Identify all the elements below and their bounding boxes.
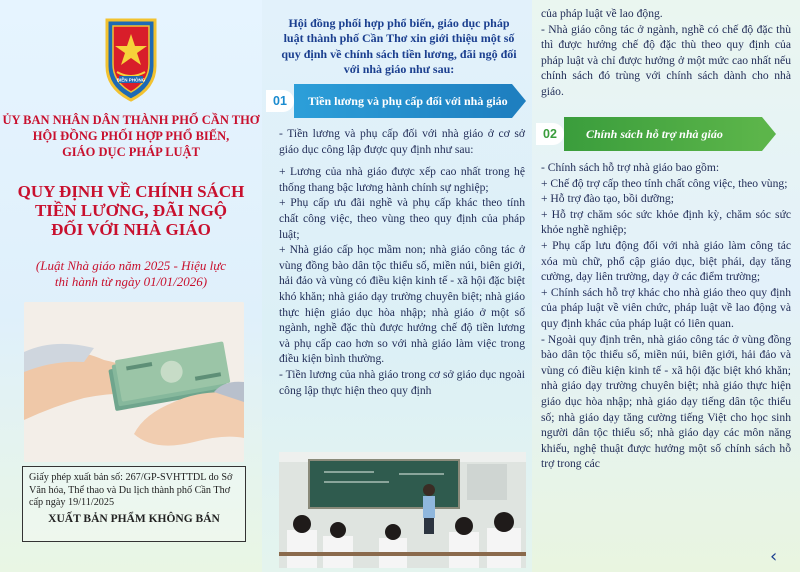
section-2-number: 02: [536, 123, 564, 145]
paragraph: + Nhà giáo cấp học mầm non; nhà giáo công tác ở vùng đồng bào dân tộc thiểu số, miền núi, biên giới, hải đảo và vùng có điều kiện kinh tế - xã hội đặc biệt khó khăn; nhà giáo dạy trường chuyên biệt; nhà giáo thực hiện giáo dục hòa nhập; nhà giáo ở một số ngành, nghề đặc thù được hưởng chế độ tiền lương và phụ cấp cao hơn so với nhà giáo làm việc trong điều kiện bình thường.: [279, 243, 525, 366]
section-2-body: [541, 160, 791, 472]
paragraph: + Phụ cấp lưu động đối với nhà giáo làm công tác xóa mù chữ, phổ cập giáo dục, biệt phái, dạy tăng cường, dạy liên trường, dạy ở các điểm trường;: [541, 238, 791, 284]
publishing-license-box: [22, 466, 246, 542]
paragraph: - Chính sách hỗ trợ nhà giáo bao gồm:: [541, 161, 720, 174]
salary-money-photo: [24, 302, 244, 462]
section-2-arrow-shape: [762, 117, 776, 151]
license-text: Giấy phép xuất bản số: 267/GP-SVHTTDL do Sở Văn hóa, Thể thao và Du lịch thành phố Cần Thơ cấp ngày 19/11/2025: [29, 472, 233, 508]
paragraph: - Ngoài quy định trên, nhà giáo công tác ở vùng đồng bào dân tộc thiểu số, miền núi, biên giới, hải đảo và vùng có điều kiện kinh tế - xã hội đặc biệt khó khăn; nhà giáo dạy trường chuyên biệt; nhà giáo thực hiện giáo dục hòa nhập; nhà giáo dạy tiếng dân tộc thiểu số; nhà giáo dạy tăng cường tiếng Việt cho học sinh người dân tộc thiểu số; nhà giáo dạy các môn năng khiếu, nghệ thuật được hưởng một số chính sách hỗ trợ trong các: [541, 332, 791, 471]
paragraph: - Tiền lương của nhà giáo trong cơ sở giáo dục ngoài công lập thực hiện theo quy định: [279, 367, 525, 397]
org-name-line-1: ỦY BAN NHÂN DÂN THÀNH PHỐ CẦN THƠ: [2, 113, 260, 127]
section-2-title: Chính sách hỗ trợ nhà giáo: [564, 117, 762, 151]
paragraph: - Tiền lương và phụ cấp đối với nhà giáo ở cơ sở giáo dục công lập được quy định như sau:: [279, 127, 525, 156]
title-line-3: ĐỐI VỚI NHÀ GIÁO: [51, 220, 211, 239]
paragraph: + Chính sách hỗ trợ khác cho nhà giáo theo quy định của pháp luật về viên chức, pháp luật về lao động và quy định khác của pháp luật có liên quan.: [541, 285, 791, 330]
section-1-body: [279, 126, 525, 398]
emblem-banner: BIÊN PHÒNG: [116, 77, 146, 83]
title-line-1: QUY ĐỊNH VỀ CHÍNH SÁCH: [17, 182, 245, 201]
paragraph: + Hỗ trợ chăm sóc sức khỏe định kỳ, chăm sóc sức khỏe nghề nghiệp;: [541, 207, 791, 237]
classroom-photo: [279, 452, 526, 568]
title-line-2: TIỀN LƯƠNG, ĐÃI NGỘ: [34, 201, 228, 220]
org-name-line-2: HỘI ĐỒNG PHỐI HỢP PHỔ BIẾN,: [32, 129, 230, 143]
section-1-continuation: [541, 6, 791, 100]
border-guard-emblem-icon: [103, 14, 159, 104]
paragraph: - Nhà giáo công tác ở ngành, nghề có chế độ đặc thù thì được hưởng chế độ đặc thù theo quy định của pháp luật và chỉ được hưởng ở một mức cao nhất nếu chính sách đó trùng với chính sách dành cho nhà giáo.: [541, 22, 791, 98]
cover-panel: [0, 0, 262, 572]
section-1-header: [266, 84, 530, 118]
section-1-number: 01: [266, 90, 294, 112]
section-2-header: [536, 117, 798, 151]
org-name-line-3: GIÁO DỤC PHÁP LUẬT: [62, 145, 200, 159]
subtitle-line-1: (Luật Nhà giáo năm 2025 - Hiệu lực: [35, 258, 227, 273]
intro-text: Hội đồng phối hợp phổ biến, giáo dục pháp luật thành phố Cần Thơ xin giới thiệu một số quy định về chính sách tiền lương, đãi ngộ đối với nhà giáo như sau:: [281, 16, 517, 77]
paragraph: + Phụ cấp ưu đãi nghề và phụ cấp khác theo tính chất công việc, theo vùng theo quy định của pháp luật;: [279, 196, 525, 241]
section-1-title: Tiền lương và phụ cấp đối với nhà giáo: [294, 84, 512, 118]
subtitle-line-2: thi hành từ ngày 01/01/2026): [54, 274, 208, 289]
not-for-sale-label: XUẤT BẢN PHẨM KHÔNG BÁN: [48, 512, 220, 525]
section-1-arrow-shape: [512, 84, 526, 118]
paragraph: + Chế độ trợ cấp theo tính chất công việc, theo vùng;: [541, 176, 788, 190]
paragraph: + Lương của nhà giáo được xếp cao nhất trong hệ thống thang bậc lương hành chính sự nghiệp;: [279, 165, 525, 194]
paragraph: + Hỗ trợ đào tạo, bồi dưỡng;: [541, 192, 674, 206]
paragraph: của pháp luật về lao động.: [541, 7, 663, 20]
chevron-left-icon[interactable]: ‹: [770, 546, 778, 567]
